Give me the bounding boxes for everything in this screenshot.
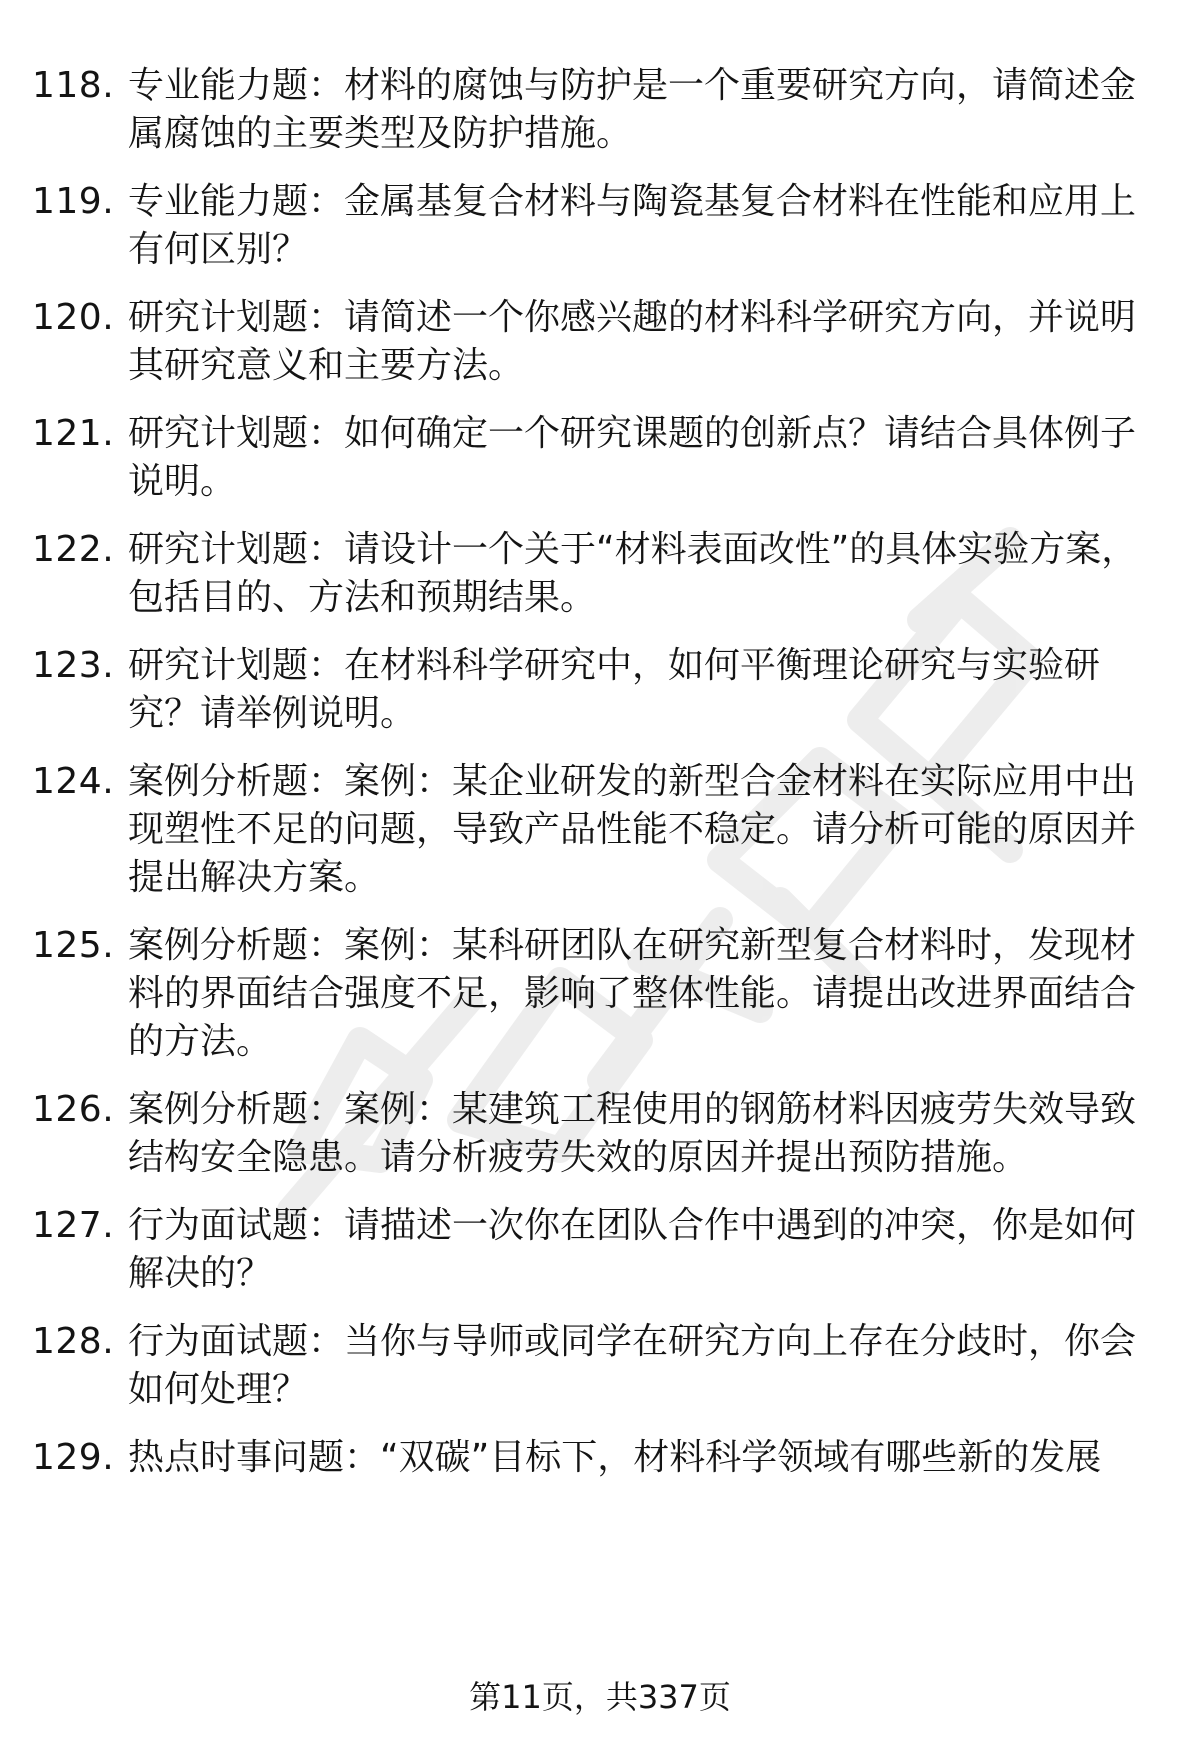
question-number: 125. — [32, 925, 115, 966]
question-number: 128. — [32, 1321, 115, 1362]
question-number: 123. — [32, 645, 115, 686]
question-number: 120. — [32, 297, 115, 338]
question-number: 129. — [32, 1437, 115, 1478]
question-text: 专业能力题：金属基复合材料与陶瓷基复合材料在性能和应用上有何区别？ — [128, 181, 1137, 270]
question-text: 研究计划题：在材料科学研究中，如何平衡理论研究与实验研究？请举例说明。 — [128, 645, 1101, 734]
question-number: 121. — [32, 413, 115, 454]
question-number: 124. — [32, 761, 115, 802]
question-text: 行为面试题：请描述一次你在团队合作中遇到的冲突，你是如何解决的？ — [128, 1205, 1137, 1294]
question-text: 案例分析题：案例：某建筑工程使用的钢筋材料因疲劳失效导致结构安全隐患。请分析疲劳失效的原因并提出预防措施。 — [128, 1089, 1137, 1178]
question-text: 案例分析题：案例：某科研团队在研究新型复合材料时，发现材料的界面结合强度不足，影响了整体性能。请提出改进界面结合的方法。 — [128, 925, 1137, 1062]
question-text: 行为面试题：当你与导师或同学在研究方向上存在分歧时，你会如何处理？ — [128, 1321, 1137, 1410]
question-number: 127. — [32, 1205, 115, 1246]
question-text: 研究计划题：请简述一个你感兴趣的材料科学研究方向，并说明其研究意义和主要方法。 — [128, 297, 1137, 386]
question-text: 案例分析题：案例：某企业研发的新型合金材料在实际应用中出现塑性不足的问题，导致产品性能不稳定。请分析可能的原因并提出解决方案。 — [128, 761, 1137, 898]
question-number: 126. — [32, 1089, 115, 1130]
question-number: 119. — [32, 181, 115, 222]
question-number: 118. — [32, 65, 115, 106]
page-number-footer: 第11页，共337页 — [469, 1678, 731, 1716]
question-number: 122. — [32, 529, 115, 570]
question-text: 研究计划题：如何确定一个研究课题的创新点？请结合具体例子说明。 — [128, 413, 1137, 502]
question-text: 热点时事问题：“双碳”目标下，材料科学领域有哪些新的发展 — [128, 1437, 1102, 1478]
question-text: 研究计划题：请设计一个关于“材料表面改性”的具体实验方案，包括目的、方法和预期结果。 — [128, 529, 1138, 618]
question-text: 专业能力题：材料的腐蚀与防护是一个重要研究方向，请简述金属腐蚀的主要类型及防护措施。 — [128, 65, 1137, 154]
